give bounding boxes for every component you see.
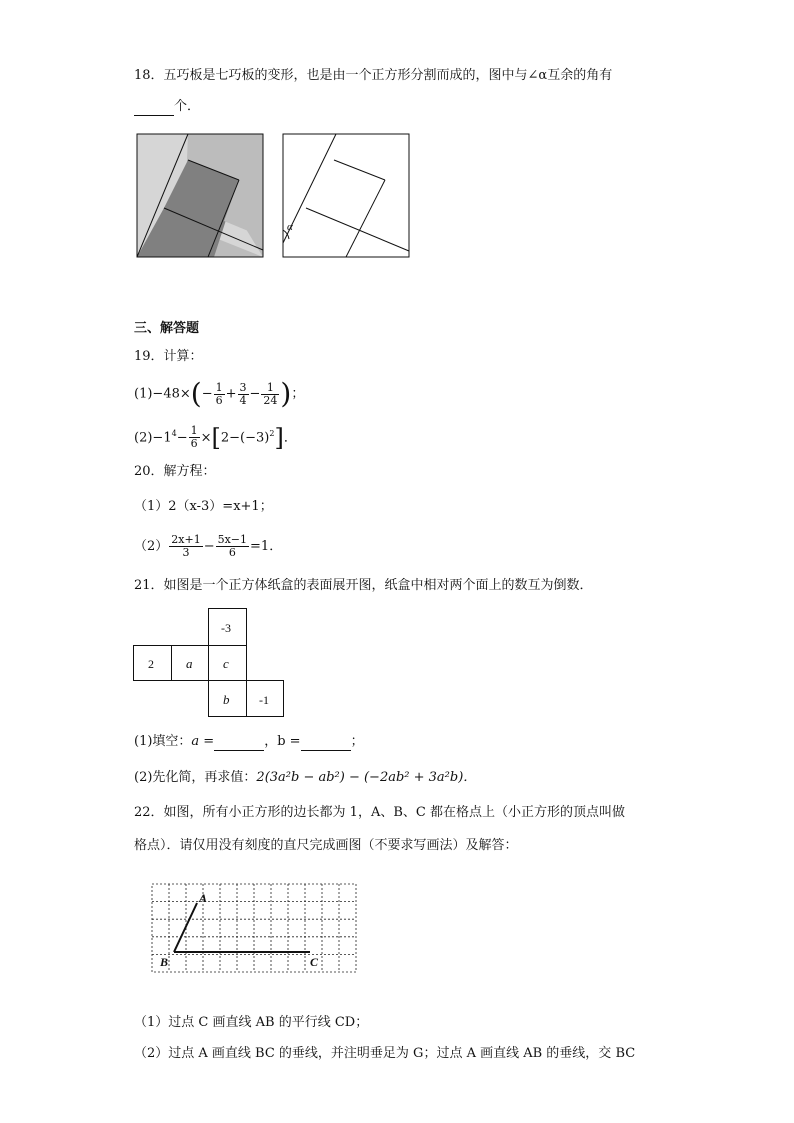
- face-value: b: [223, 692, 230, 707]
- q18-unit: 个．: [174, 99, 201, 114]
- expr: −1: [152, 430, 172, 446]
- face-value: -3: [221, 621, 231, 635]
- face-value: c: [223, 656, 229, 671]
- expr: 2(3a²b − ab²) − (−2ab² + 3a²b)．: [256, 770, 477, 785]
- exponent: 4: [171, 429, 177, 438]
- face-value: 2: [148, 657, 154, 671]
- cube-net: [133, 608, 285, 718]
- answer-blank-a[interactable]: [214, 734, 264, 751]
- fraction: $\frac{5x-1}{6}$: [217, 533, 248, 559]
- right-bracket: ]: [274, 423, 284, 452]
- right-paren: ): [280, 377, 292, 410]
- var-b: ，b =: [264, 734, 301, 749]
- left-paren: (: [190, 377, 202, 410]
- punct: ；: [350, 734, 364, 749]
- segment-ab: [174, 903, 197, 952]
- point-a-label: A: [199, 891, 208, 905]
- q22-part1: （1）过点 C 画直线 AB 的平行线 CD；: [134, 1015, 369, 1030]
- pentagram-tangram-outline: [282, 133, 410, 258]
- q20-part1: （1）2（x-3）=x+1；: [134, 499, 273, 514]
- q21-title: 21．如图是一个正方体纸盒的表面展开图，纸盒中相对两个面上的数互为倒数．: [134, 578, 593, 593]
- q19-part2: $(2)-1^4-$ $\frac{1}{6}$ $\times[2-(-3)^2]$．: [134, 423, 297, 452]
- var-a: a =: [191, 734, 215, 749]
- part-label: (2)先化简，再求值：: [134, 770, 257, 785]
- exponent: 2: [269, 429, 275, 438]
- answer-blank-b[interactable]: [301, 734, 351, 751]
- left-bracket: [: [211, 423, 221, 452]
- q18-line2: [134, 99, 200, 116]
- point-c-label: C: [310, 955, 319, 969]
- expr: 2−(−3): [220, 430, 270, 446]
- q21-part2: [134, 770, 476, 786]
- face-value: a: [186, 656, 193, 671]
- q18-text: 18．五巧板是七巧板的变形，也是由一个正方形分割而成的，图中与∠α互余的角有: [134, 68, 613, 83]
- q20-title: 20．解方程：: [134, 464, 216, 479]
- part-label: (1)填空：: [134, 734, 192, 749]
- answer-blank: [134, 99, 174, 116]
- alpha-label: α: [287, 221, 293, 233]
- part-label: （2）: [134, 539, 169, 554]
- expr: −48×: [152, 386, 191, 402]
- q21-part1: [134, 734, 364, 751]
- fraction: $\frac{1}{6}$: [215, 380, 223, 407]
- fraction: $\frac{1}{24}$: [263, 380, 278, 407]
- fraction: $\frac{2x+1}{3}$: [171, 533, 201, 559]
- q22-line1: 22．如图，所有小正方形的边长都为 1，A、B、C 都在格点上（小正方形的顶点叫做: [134, 805, 625, 820]
- part-label: (1): [134, 386, 153, 402]
- section-title: 三、解答题: [134, 321, 200, 336]
- q22-part2: （2）过点 A 画直线 BC 的垂线，并注明垂足为 G；过点 A 画直线 AB 的垂线，交 BC: [134, 1046, 636, 1061]
- grid-figure: [150, 882, 360, 980]
- face-value: -1: [259, 693, 269, 707]
- q19-part1: (1)−48×(− $\frac{1}{6}$ + $\frac{3}{4}$ − $\frac{1}{24}$ )；: [134, 377, 305, 410]
- q22-line2: 格点）．请仅用没有刻度的直尺完成画图（不要求写画法）及解答：: [134, 838, 518, 853]
- q19-title: 19．计算：: [134, 349, 203, 364]
- fraction: $\frac{3}{4}$: [239, 380, 247, 407]
- part-label: (2): [134, 430, 153, 446]
- expr: =1．: [250, 539, 283, 554]
- fraction: $\frac{1}{6}$: [190, 424, 198, 451]
- square-border: [283, 134, 409, 257]
- q20-part2: （2） $\frac{2x+1}{3}$ − $\frac{5x-1}{6}$ =1．: [134, 533, 283, 559]
- point-b-label: B: [160, 955, 169, 969]
- pentagram-tangram-shaded: [136, 133, 264, 258]
